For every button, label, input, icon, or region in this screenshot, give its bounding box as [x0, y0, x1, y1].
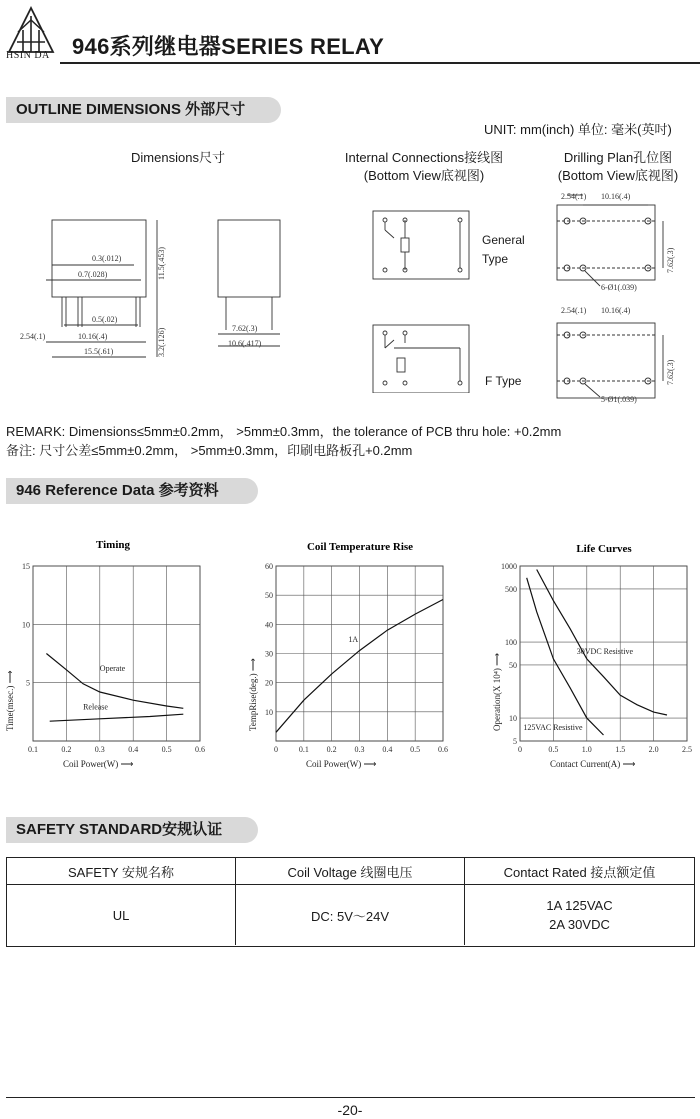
series-label: 1A: [348, 634, 359, 644]
y-tick-label: 50: [265, 591, 273, 601]
y-tick-label: 20: [265, 678, 273, 688]
footer-rule: [6, 1097, 695, 1098]
y-tick-label: 50: [509, 660, 517, 670]
x-tick-label: 1.5: [615, 745, 626, 754]
internal-connections-subheading: (Bottom View底视图): [363, 168, 485, 183]
chart-title: Life Curves: [576, 543, 632, 555]
y-tick-label: 500: [505, 584, 517, 594]
safety-table: [6, 857, 695, 947]
section-safety-standard: SAFETY STANDARD安规认证: [6, 817, 258, 843]
life-curves-chart: [492, 543, 692, 769]
internal-connections-heading: Internal Connections接线图: [344, 150, 504, 165]
series-label: 30VDC Resistive: [576, 646, 634, 656]
table-cell-contact-rated: [465, 885, 694, 945]
series-line: [46, 654, 183, 709]
table-header-coil-voltage: Coil Voltage 线圈电压: [236, 858, 465, 885]
drilling-plan-subheading: (Bottom View底视图): [557, 168, 679, 183]
y-tick-label: 100: [505, 638, 517, 648]
series-line: [527, 578, 604, 735]
svg-text:7.62(.3): 7.62(.3): [232, 324, 258, 333]
section-reference-data: 946 Reference Data 参考资料: [6, 478, 258, 504]
table-header-safety: SAFETY 安规名称: [7, 858, 236, 885]
drill-g-pitch: 2.54(.1): [561, 192, 587, 201]
section-outline-dimensions: OUTLINE DIMENSIONS 外部尺寸: [6, 97, 281, 123]
y-tick-label: 15: [22, 562, 30, 571]
y-axis-label: Operation(X 10⁴) ⟶: [492, 652, 502, 731]
x-tick-label: 2.0: [648, 745, 659, 754]
x-tick-label: 0.1: [28, 745, 38, 754]
remark-cn: 备注: 尺寸公差≤5mm±0.2mm， >5mm±0.3mm，印刷电路板孔+0.2mm: [6, 443, 413, 458]
page-number: -20-: [337, 1102, 363, 1118]
drill-f-span: 10.16(.4): [601, 306, 631, 315]
x-tick-label: 0.5: [161, 745, 172, 754]
internal-connections-diagram: [370, 208, 475, 393]
x-tick-label: 0.1: [298, 745, 309, 754]
svg-text:0.7(.028): 0.7(.028): [78, 270, 108, 279]
x-axis-label: Contact Current(A) ⟶: [550, 759, 636, 769]
svg-text:0.3(.012): 0.3(.012): [92, 254, 122, 263]
table-cell-safety: UL: [7, 885, 236, 945]
svg-text:10.16(.4): 10.16(.4): [78, 332, 108, 341]
svg-text:2.54(.1): 2.54(.1): [20, 332, 46, 341]
unit-note: UNIT: mm(inch) 单位: 毫米(英吋): [484, 122, 672, 137]
timing-chart: [5, 539, 205, 769]
general-type-label: General: [482, 233, 525, 247]
y-axis-label: Time(msec.) ⟶: [5, 670, 15, 731]
y-tick-label: 30: [265, 649, 273, 659]
y-tick-label: 40: [265, 620, 273, 630]
f-type-label: F Type: [485, 374, 522, 388]
dimension-drawing: [6, 205, 296, 365]
x-tick-label: 0.3: [354, 745, 365, 754]
x-tick-label: 0.4: [128, 745, 139, 754]
y-axis-label: TempRise(deg.) ⟶: [248, 658, 258, 731]
svg-text:0.5(.02): 0.5(.02): [92, 315, 118, 324]
y-tick-label: 10: [22, 620, 30, 630]
drill-g-span: 10.16(.4): [601, 192, 631, 201]
x-tick-label: 0: [274, 745, 278, 754]
drill-f-holes: 5-Ø1(.039): [601, 395, 637, 404]
series-line: [50, 714, 184, 721]
y-tick-label: 1000: [501, 562, 517, 571]
x-tick-label: 0.6: [438, 745, 448, 754]
x-tick-label: 0.2: [326, 745, 337, 754]
drill-g-height: 7.62(.3): [666, 247, 675, 273]
x-tick-label: 1.0: [581, 745, 592, 754]
header-rule: [60, 62, 700, 64]
table-header-contact-rated: Contact Rated 接点额定值: [465, 858, 694, 885]
x-tick-label: 2.5: [682, 745, 692, 754]
x-tick-label: 0.2: [61, 745, 72, 754]
x-tick-label: 0.5: [410, 745, 421, 754]
svg-text:15.5(.61): 15.5(.61): [84, 347, 114, 356]
x-axis-label: Coil Power(W) ⟶: [63, 759, 134, 769]
y-tick-label: 10: [509, 714, 517, 724]
remark-en: REMARK: Dimensions≤5mm±0.2mm， >5mm±0.3mm，the tolerance of PCB thru hole: +0.2mm: [6, 424, 562, 439]
drill-f-pitch: 2.54(.1): [561, 306, 587, 315]
x-tick-label: 0.4: [382, 745, 393, 754]
y-tick-label: 5: [513, 737, 517, 746]
svg-text:10.6(.417): 10.6(.417): [228, 339, 262, 348]
x-tick-label: 0: [518, 745, 522, 754]
x-axis-label: Coil Power(W) ⟶: [306, 759, 377, 769]
series-label: 125VAC Resistive: [523, 722, 583, 732]
drill-g-holes: 6-Ø1(.039): [601, 283, 637, 292]
general-type-label-2: Type: [482, 252, 509, 266]
svg-text:11.5(.453): 11.5(.453): [157, 246, 166, 280]
y-tick-label: 60: [265, 562, 273, 571]
chart-title: Timing: [95, 539, 131, 551]
contact-rating-dc: 2A 30VDC: [549, 917, 610, 932]
x-tick-label: 0.6: [195, 745, 205, 754]
table-cell-coil-voltage: DC: 5V～24V: [236, 885, 465, 945]
drilling-plan-diagram: [545, 183, 697, 408]
series-label: Release: [83, 702, 108, 712]
chart-title: Coil Temperature Rise: [306, 541, 414, 553]
coil-temperature-chart: [248, 541, 448, 769]
logo-text: HSIN DA: [6, 50, 50, 61]
reference-charts: [0, 530, 700, 770]
series-label: Operate: [99, 664, 126, 673]
x-tick-label: 0.3: [94, 745, 105, 754]
y-tick-label: 5: [26, 678, 30, 688]
contact-rating-ac: 1A 125VAC: [546, 898, 613, 913]
dimensions-heading: Dimensions尺寸: [131, 150, 225, 165]
x-tick-label: 0.5: [548, 745, 559, 754]
y-tick-label: 10: [265, 707, 273, 717]
svg-text:3.2(.126): 3.2(.126): [157, 327, 166, 357]
page-title: 946系列继电器SERIES RELAY: [72, 34, 385, 59]
drilling-plan-heading: Drilling Plan孔位图: [563, 150, 673, 165]
drill-f-height: 7.62(.3): [666, 359, 675, 385]
